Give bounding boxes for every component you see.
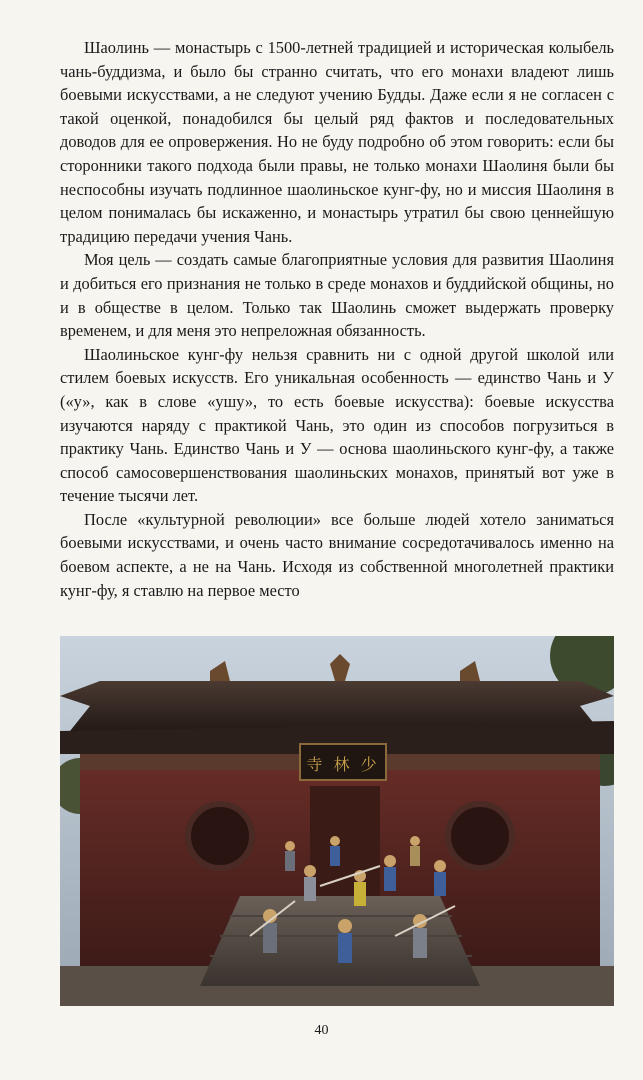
temple-photo [60, 636, 614, 1006]
body-text [60, 36, 614, 602]
paragraph-4: После «культурной революции» все больше людей хотело заниматься боевыми искусствами, и очень часто внимание сосредотачивалось именно на боевом аспекте, а не на Чань. Исходя из собственной многолетней практики кунг-фу, я ставлю на первое место [60, 509, 614, 600]
paragraph-2: Моя цель — создать самые благоприятные условия для развития Шаолиня и добиться его признания не только в среде монахов и буддийской общины, но и в обществе в целом. Только так Шаолинь сможет выдержать проверку временем, и для меня это непреложная обязанность. [60, 250, 614, 341]
sign-text: 寺 林 少 [306, 755, 380, 774]
paragraph-1: Шаолинь — монастырь с 1500-летней традицией и историческая колыбель чань-буддизма, и было бы странно считать, что его монахи владеют лишь боевыми искусствами, а не следуют учению Будды. Даже если я не согласен с такой оценкой, понадобился бы целый ряд фактов и последовательных доводов для ее опровержения. Но не буду подробно об этом говорить: если бы сторонники такого подхода были правы, не только монахи Шаолиня были бы неспособны изучать подлинное шаолиньское кунг-фу, но и миссия Шаолиня в целом понималась бы искаженно, и монастырь утратил бы свою ценнейшую традицию передачи учения Чань. [60, 38, 614, 246]
paragraph-3: Шаолиньское кунг-фу нельзя сравнить ни с одной другой школой или стилем боевых искусств. Его уникальная особенность — единство Чань и У («у», как в слове «ушу», то есть боевые искусства): боевые искусства изучаются наряду с практикой Чань, это один из способов погрузиться в практику Чань. Единство Чань и У — основа шаолиньского кунг-фу, а также способ самосовершенствования шаолиньских монахов, принятый вот уже в течение тысячи лет. [60, 344, 614, 506]
page-number: 40 [314, 1023, 329, 1038]
temple-photo-icon [60, 636, 614, 1006]
